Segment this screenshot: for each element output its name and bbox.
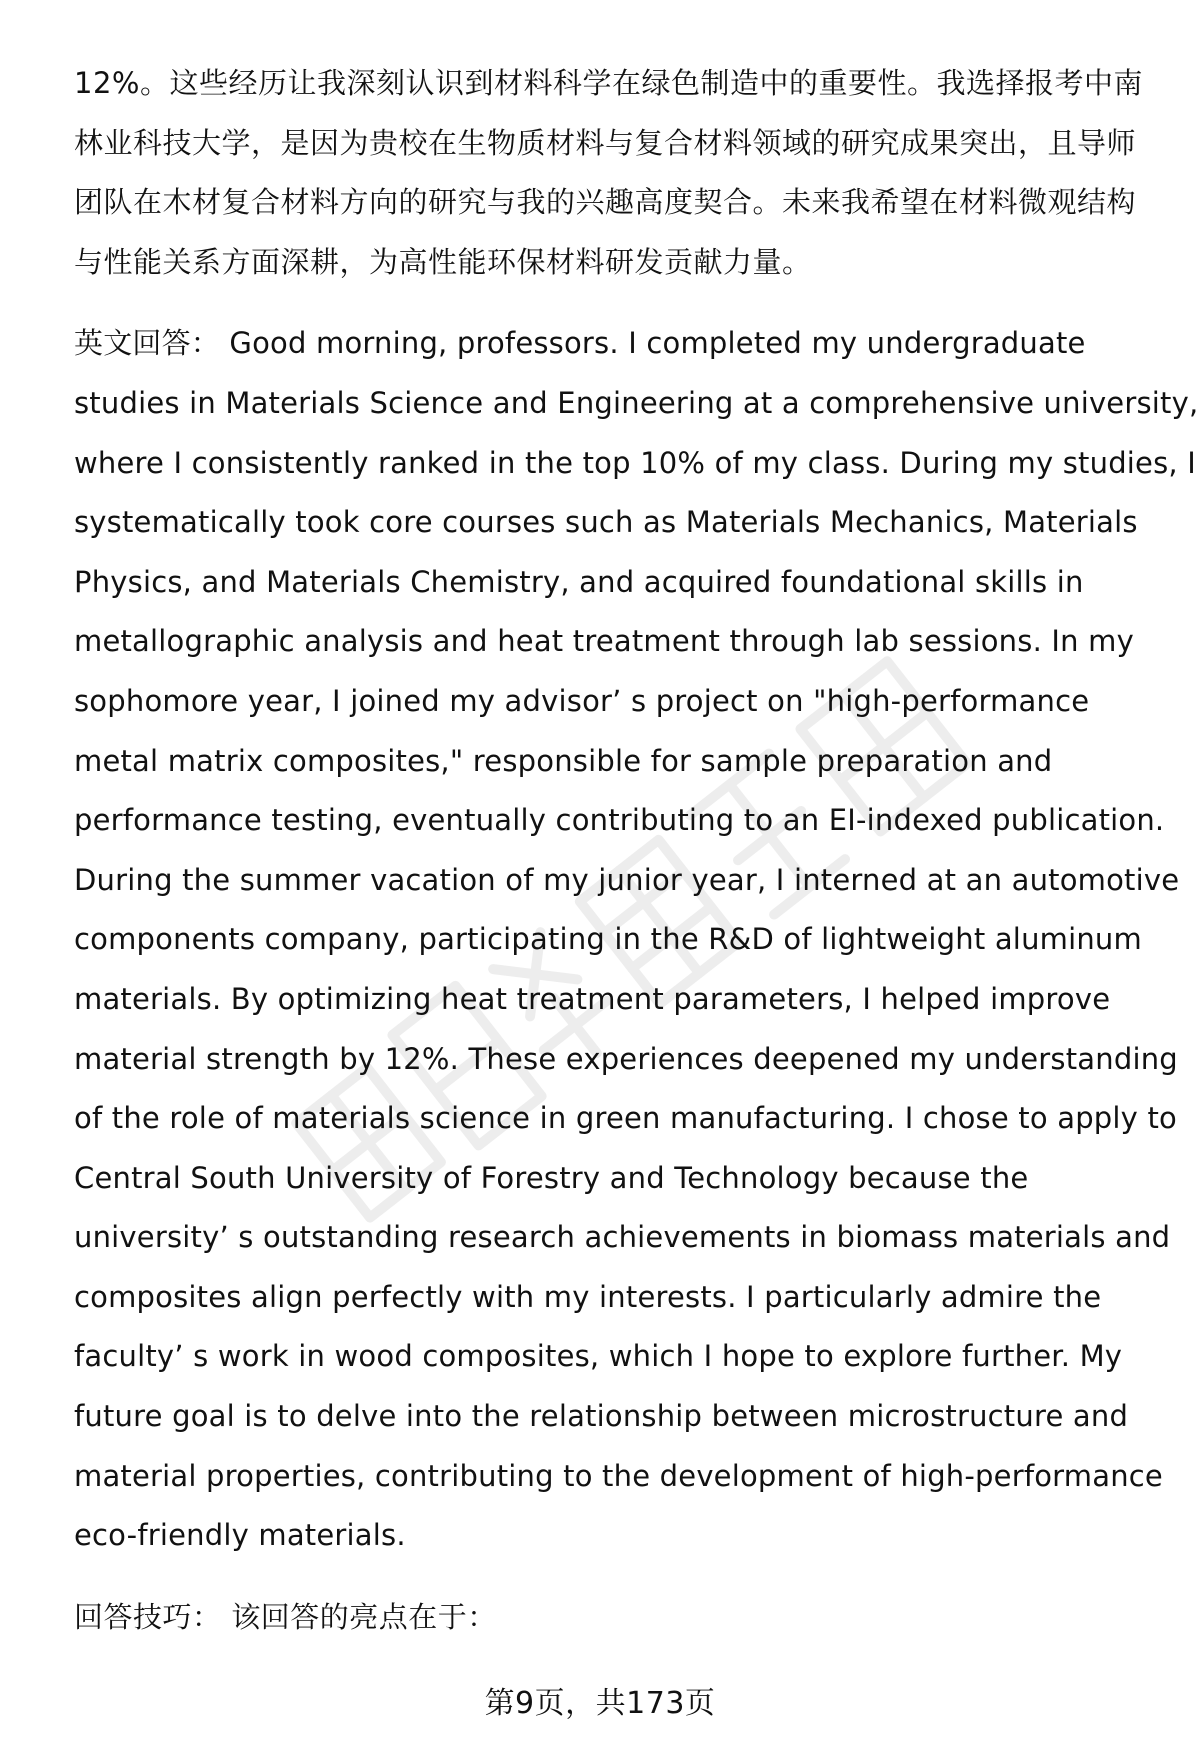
tips-line [74,1588,1154,1648]
document-page [74,54,1199,1647]
en-line: Central South University of Forestry and Technology because the [74,1160,1029,1195]
en-line: eco-friendly materials. [74,1518,406,1553]
en-line: components company, participating in the R&D of lightweight aluminum [74,922,1142,957]
en-line: Physics, and Materials Chemistry, and acquired foundational skills in [74,564,1084,599]
en-line: faculty’ s work in wood composites, which I hope to explore further. My [74,1339,1123,1374]
en-line: studies in Materials Science and Engineering at a comprehensive university, [74,385,1199,420]
answer-tips-label: 回答技巧： [74,1599,222,1634]
chinese-answer-paragraph [74,54,1154,292]
answer-tips-text: 该回答的亮点在于： [221,1599,497,1634]
en-line: material properties, contributing to the development of high-performance [74,1458,1163,1493]
zh-line: 12%。这些经历让我深刻认识到材料科学在绿色制造中的重要性。我选择报考中南 [74,66,1143,100]
en-line: of the role of materials science in green manufacturing. I chose to apply to [74,1101,1177,1136]
page-number-footer: 第9页，共173页 [484,1686,716,1721]
en-line [74,314,1154,374]
en-line: metallographic analysis and heat treatment through lab sessions. In my [74,624,1134,659]
en-line: systematically took core courses such as Materials Mechanics, Materials [74,505,1138,540]
en-line-text: Good morning, professors. I completed my undergraduate [220,326,1086,361]
en-line: metal matrix composites," responsible for sample preparation and [74,743,1053,778]
zh-line: 团队在木材复合材料方向的研究与我的兴趣高度契合。未来我希望在材料微观结构 [74,185,1137,220]
zh-line: 林业科技大学，是因为贵校在生物质材料与复合材料领域的研究成果突出，且导师 [74,125,1137,160]
answer-tips-paragraph [74,1588,1154,1648]
english-answer-label: 英文回答： [74,326,221,361]
en-line: future goal is to delve into the relationship between microstructure and [74,1399,1129,1434]
en-line: performance testing, eventually contributing to an EI-indexed publication. [74,803,1165,838]
english-answer-paragraph [74,314,1199,1565]
en-line: where I consistently ranked in the top 10% of my class. During my studies, I [74,445,1196,480]
zh-line: 与性能关系方面深耕，为高性能环保材料研发贡献力量。 [74,244,812,279]
en-line: material strength by 12%. These experiences deepened my understanding [74,1041,1178,1076]
en-line: materials. By optimizing heat treatment parameters, I helped improve [74,981,1111,1016]
en-line: sophomore year, I joined my advisor’ s project on "high-performance [74,683,1090,718]
en-line: university’ s outstanding research achievements in biomass materials and [74,1220,1171,1255]
en-line: During the summer vacation of my junior year, I interned at an automotive [74,862,1180,897]
en-line: composites align perfectly with my interests. I particularly admire the [74,1279,1102,1314]
